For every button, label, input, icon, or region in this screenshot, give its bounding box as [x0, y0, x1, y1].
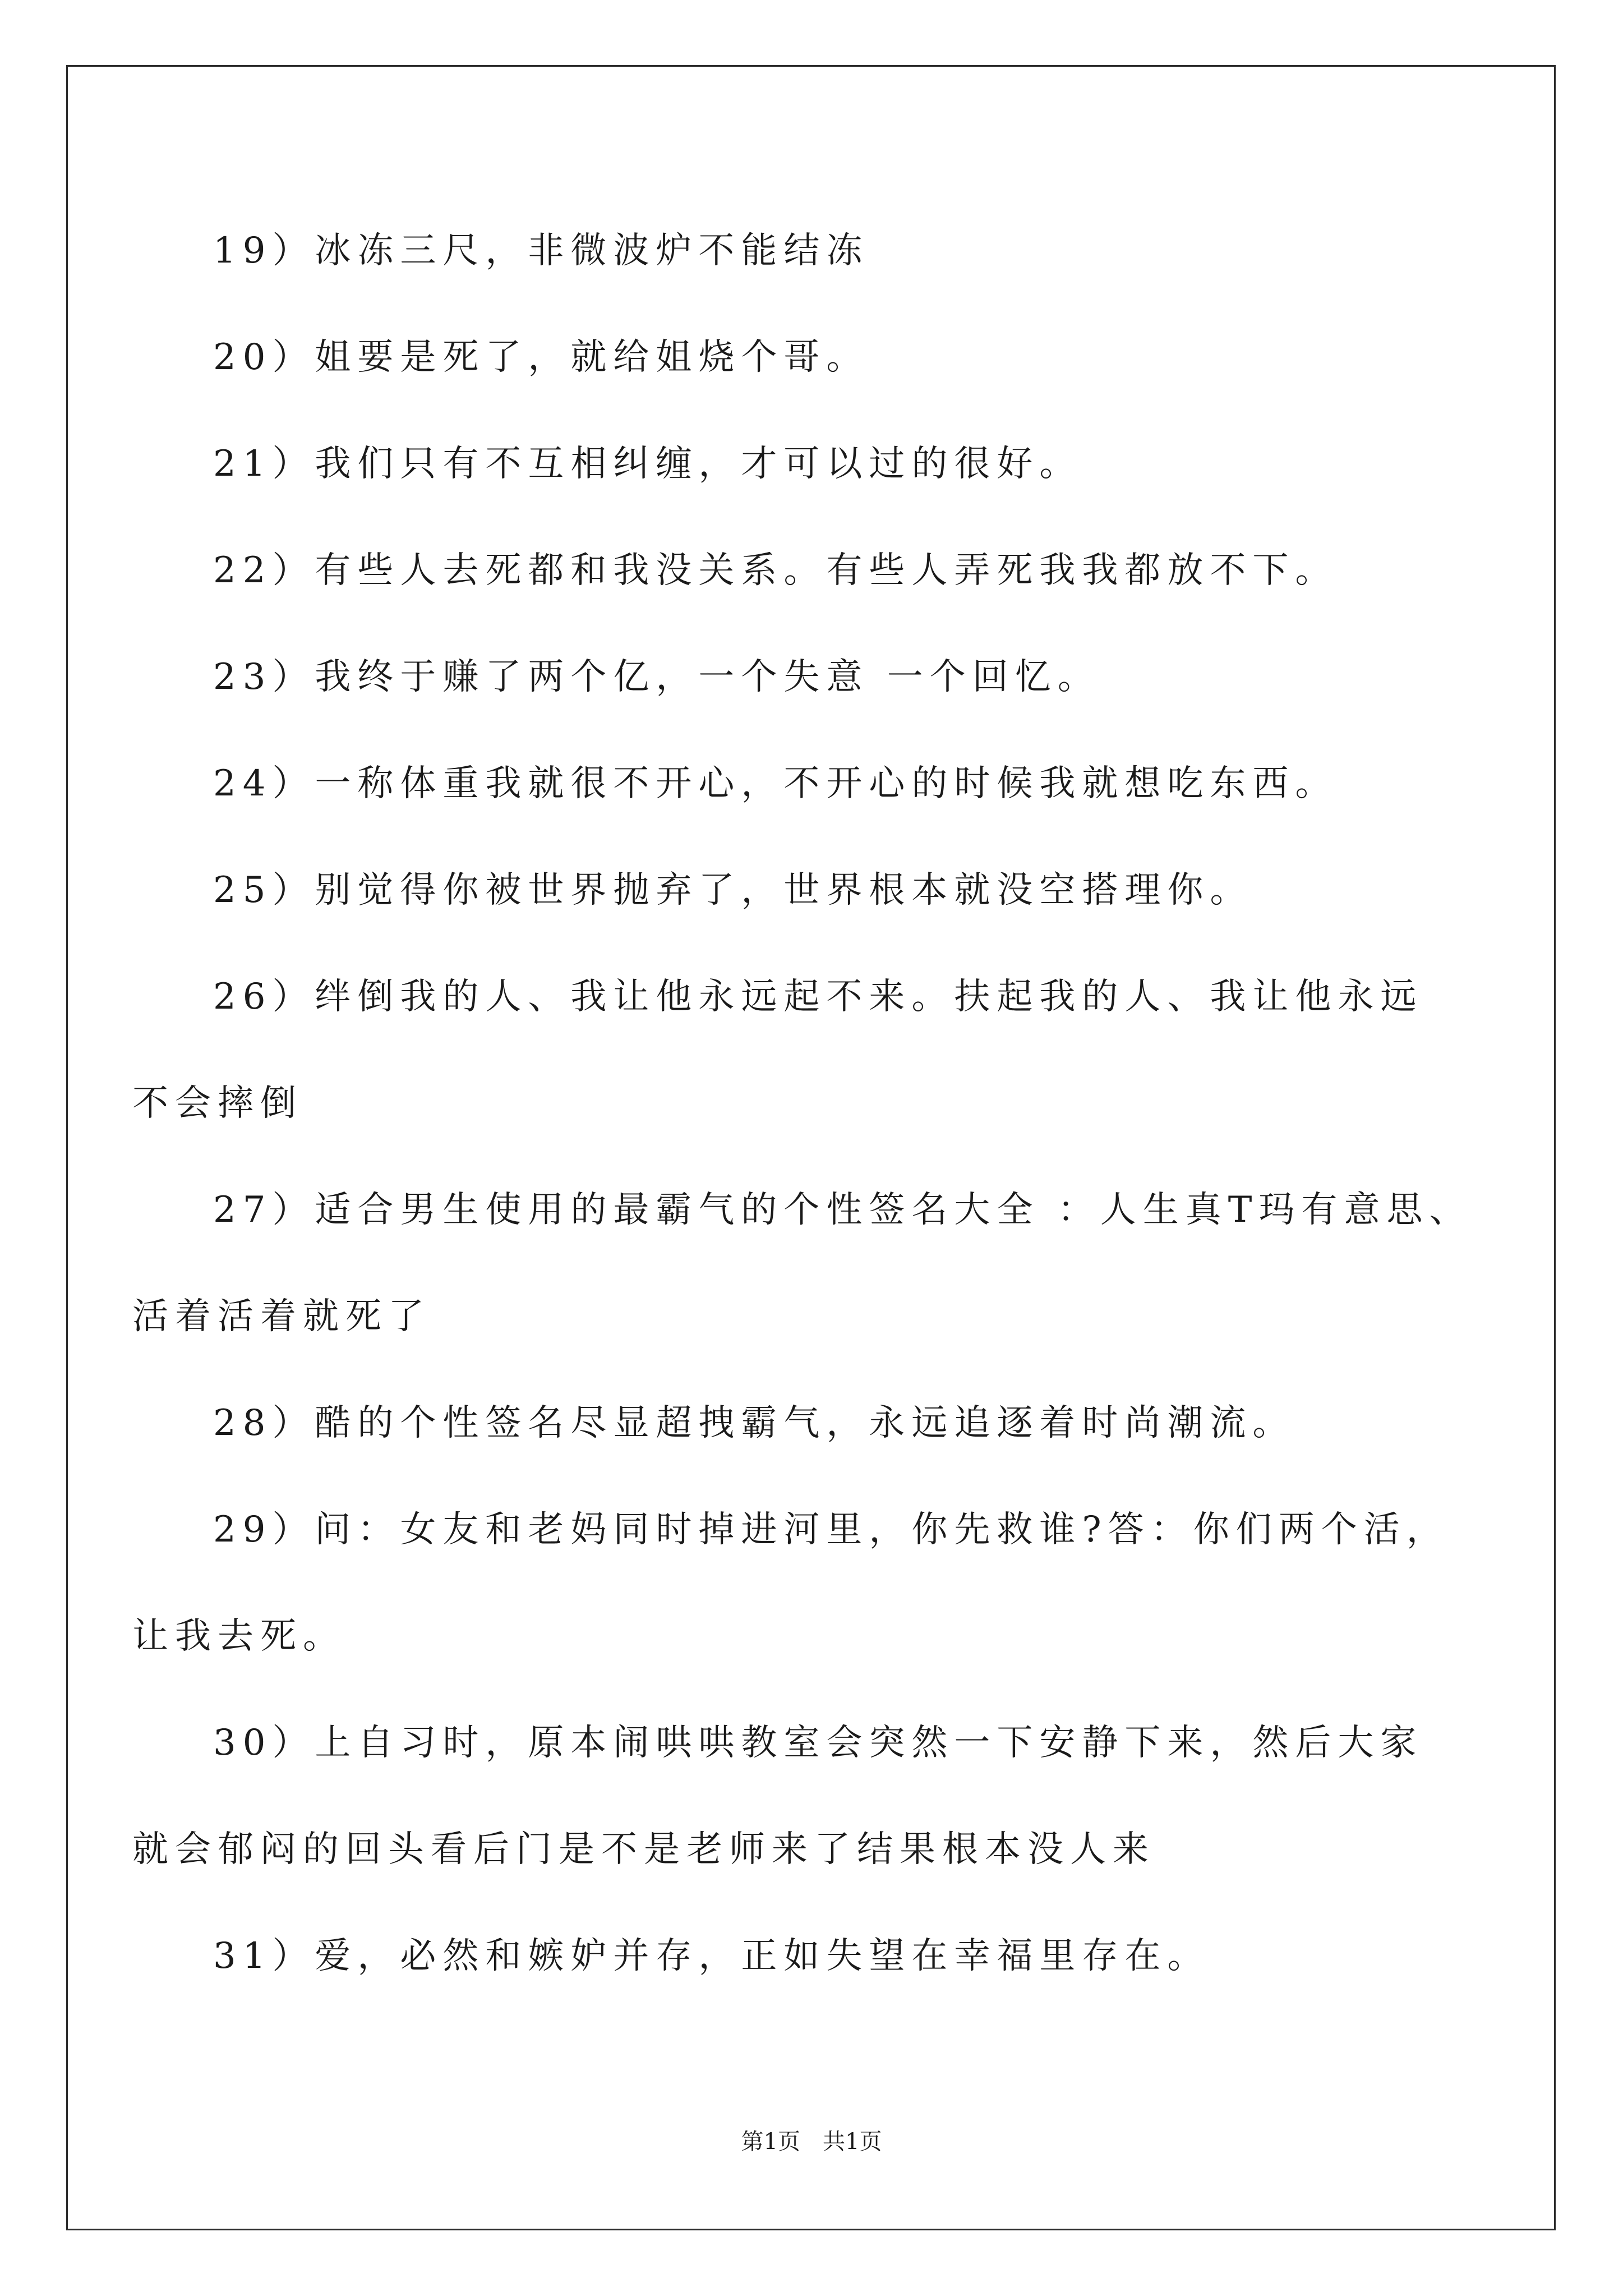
text-line-31: 31）爱，必然和嫉妒并存，正如失望在幸福里存在。	[213, 1935, 1210, 1977]
text-line-24: 24）一称体重我就很不开心，不开心的时候我就想吃东西。	[213, 763, 1338, 804]
text-line-19: 19）冰冻三尺，非微波炉不能结冻	[213, 230, 869, 272]
text-line-23: 23）我终于赚了两个亿，一个失意 一个回忆。	[213, 656, 1100, 698]
text-line-26: 26）绊倒我的人、我让他永远起不来。扶起我的人、我让他永远	[213, 976, 1423, 1018]
text-line-27: 27）适合男生使用的最霸气的个性签名大全 ：人生真T玛有意思、	[213, 1189, 1472, 1231]
text-line-21: 21）我们只有不互相纠缠，才可以过的很好。	[213, 443, 1082, 485]
page-footer: 第1页 共1页	[741, 2129, 882, 2155]
text-line-29: 29）问：女友和老妈同时掉进河里，你先救谁?答：你们两个活，	[213, 1509, 1449, 1550]
text-line-20: 20）姐要是死了，就给姐烧个哥。	[213, 337, 869, 378]
text-line-28: 28）酷的个性签名尽显超拽霸气，永远追逐着时尚潮流。	[213, 1402, 1295, 1444]
text-line-22: 22）有些人去死都和我没关系。有些人弄死我我都放不下。	[213, 550, 1338, 591]
text-line-29-cont: 让我去死。	[132, 1616, 345, 1657]
text-line-30-cont: 就会郁闷的回头看后门是不是老师来了结果根本没人来	[132, 1829, 1155, 1870]
page-border	[66, 65, 1556, 2230]
text-line-25: 25）别觉得你被世界抛弃了，世界根本就没空搭理你。	[213, 869, 1253, 911]
text-line-30: 30）上自习时，原本闹哄哄教室会突然一下安静下来，然后大家	[213, 1722, 1423, 1764]
text-line-27-cont: 活着活着就死了	[132, 1296, 431, 1337]
text-line-26-cont: 不会摔倒	[132, 1083, 303, 1124]
